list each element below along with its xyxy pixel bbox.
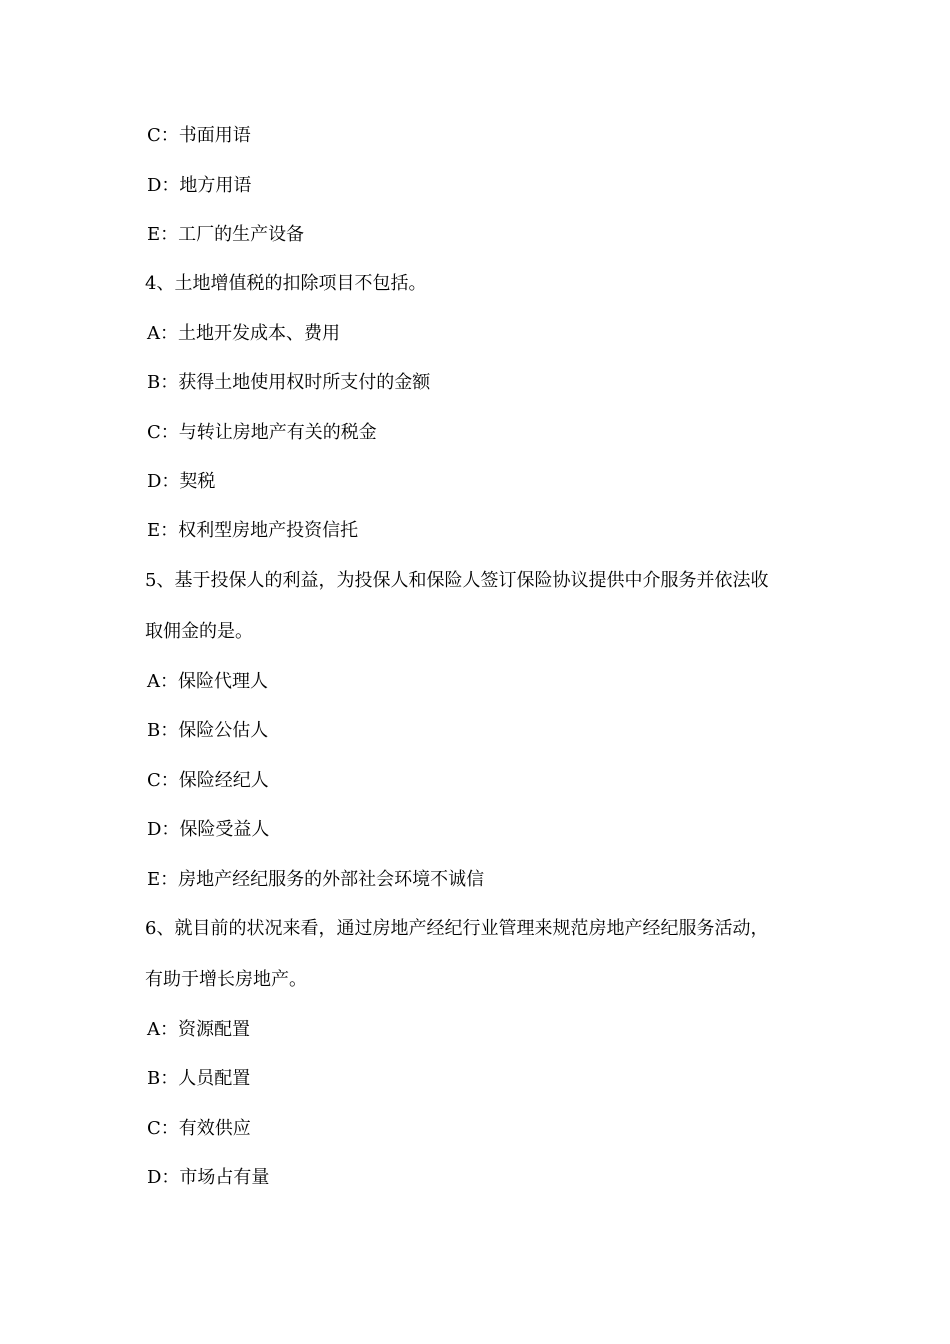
option-e: E：工厂的生产设备 [147,224,305,245]
question-4-option-d: D：契税 [147,471,216,492]
question-5-stem-line-1: 5、基于投保人的利益，为投保人和保险人签订保险协议提供中介服务并依法收 [145,570,769,591]
question-6-option-d: D：市场占有量 [147,1167,270,1188]
question-5-option-e: E：房地产经纪服务的外部社会环境不诚信 [147,869,485,890]
question-5-option-a: A：保险代理人 [147,671,268,692]
question-6-option-b: B：人员配置 [147,1068,251,1089]
question-4-option-a: A：土地开发成本、费用 [147,323,340,344]
option-d: D：地方用语 [147,175,252,196]
question-4-stem: 4、土地增值税的扣除项目不包括。 [145,273,427,294]
question-5-option-b: B：保险公估人 [147,720,269,741]
question-5-option-d: D：保险受益人 [147,819,270,840]
question-6-stem-line-1: 6、就目前的状况来看，通过房地产经纪行业管理来规范房地产经纪服务活动， [145,918,769,939]
question-6-stem-line-2: 有助于增长房地产。 [145,969,307,990]
question-4-option-e: E：权利型房地产投资信托 [147,520,359,541]
option-c: C：书面用语 [147,125,251,146]
question-4-option-b: B：获得土地使用权时所支付的金额 [147,372,431,393]
question-6-option-c: C：有效供应 [147,1118,251,1139]
question-4-option-c: C：与转让房地产有关的税金 [147,422,377,443]
question-5-stem-line-2: 取佣金的是。 [145,621,253,642]
question-6-option-a: A：资源配置 [147,1019,250,1040]
question-5-option-c: C：保险经纪人 [147,770,269,791]
